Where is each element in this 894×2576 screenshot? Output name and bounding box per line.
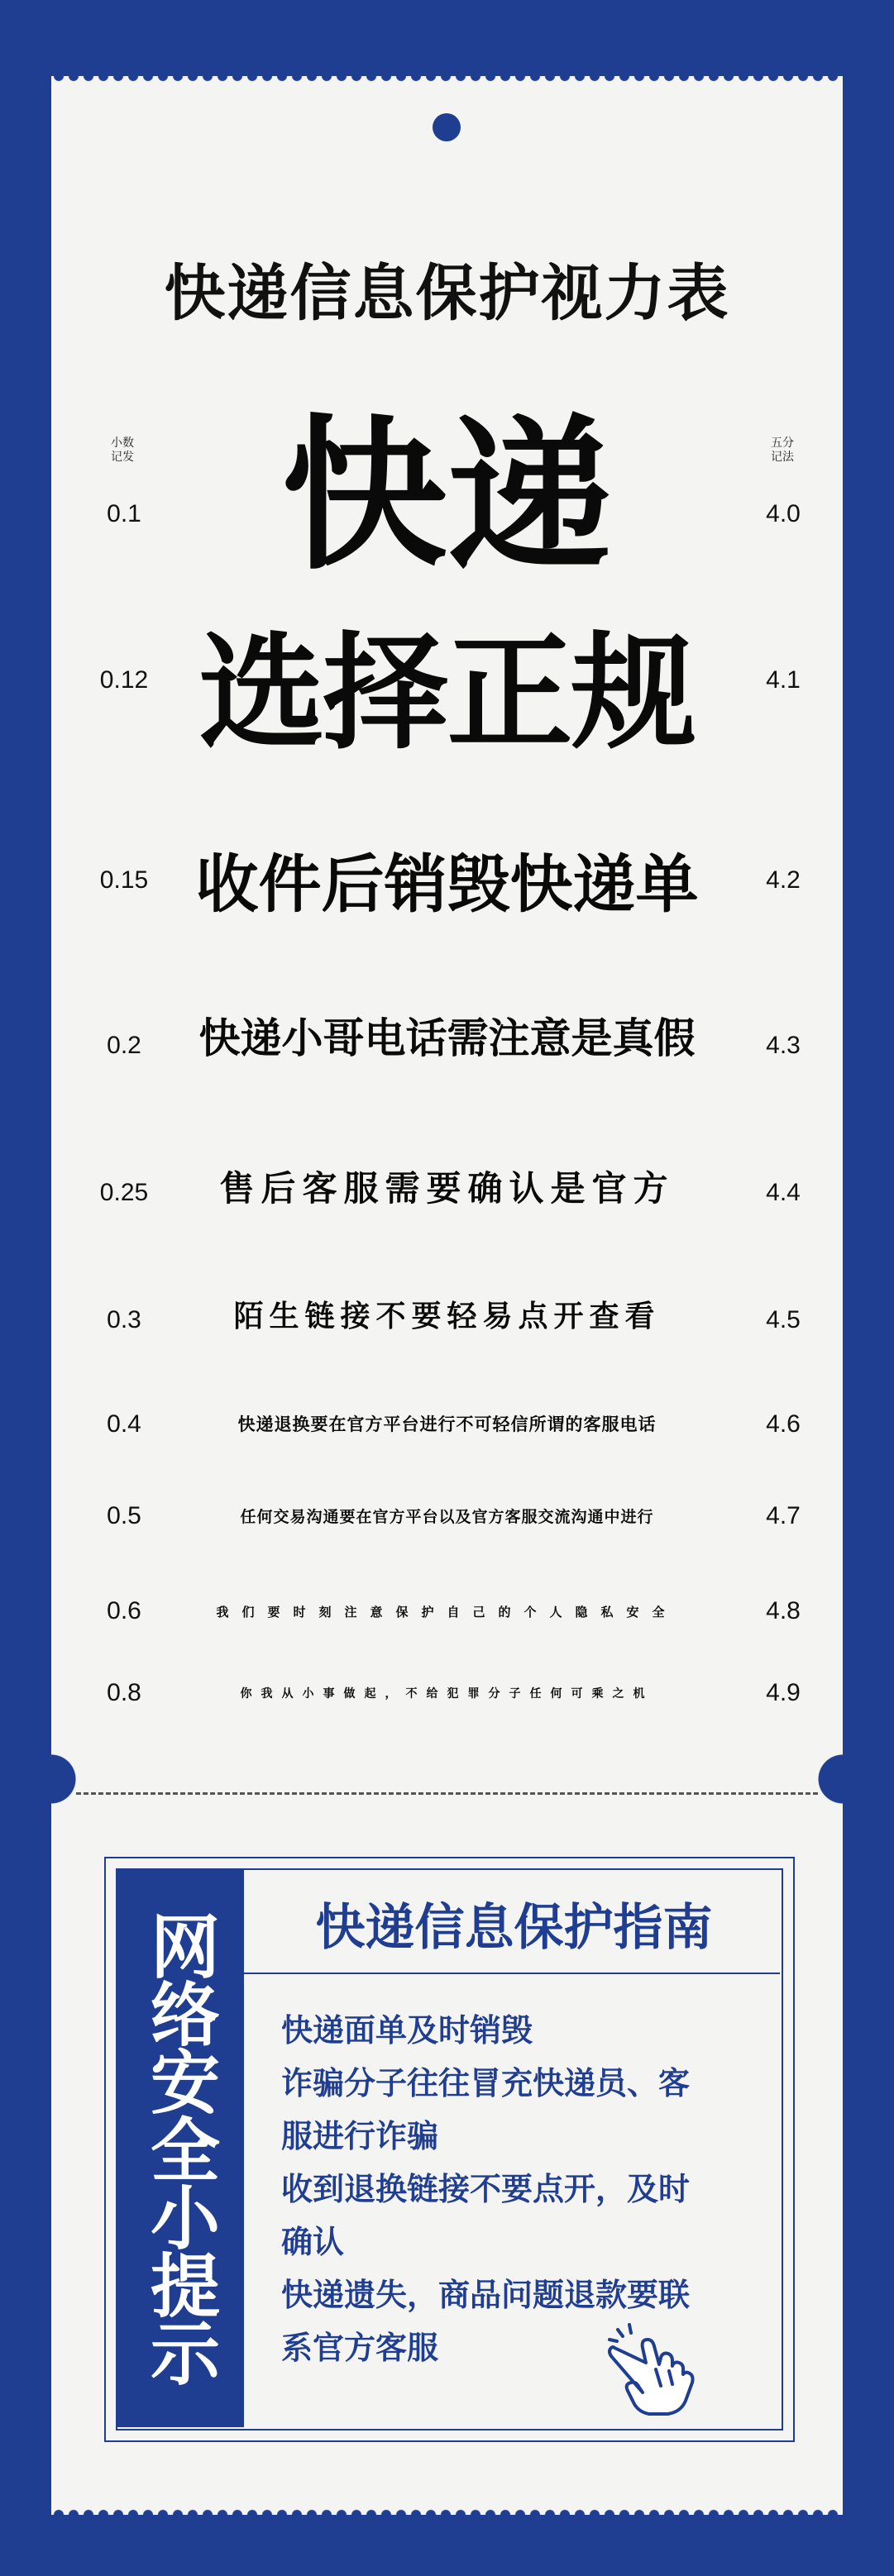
guide-line: 快递遗失，商品问题退款要联 xyxy=(281,2277,691,2313)
row-right-value: 4.8 xyxy=(766,1597,801,1624)
row-right-value: 4.6 xyxy=(766,1410,801,1438)
row-left-value: 0.8 xyxy=(107,1679,141,1706)
row-left-value: 0.1 xyxy=(107,500,141,527)
guide-title: 快递信息保护指南 xyxy=(315,1899,713,1957)
chart-line: 陌生链接不要轻易点开查看 xyxy=(233,1300,661,1333)
page-title: 快递信息保护视力表 xyxy=(164,258,730,329)
tear-line xyxy=(76,1792,818,1795)
scallop-edge-bottom xyxy=(51,2509,843,2521)
guide-line: 诈骗分子往往冒充快递员、客 xyxy=(281,2065,691,2101)
row-left-value: 0.2 xyxy=(107,1032,141,1059)
chart-line: 快递 xyxy=(281,400,613,593)
row-left-value: 0.4 xyxy=(107,1410,141,1438)
row-left-value: 0.25 xyxy=(99,1179,149,1206)
row-left-value: 0.12 xyxy=(99,666,149,694)
row-left-value: 0.6 xyxy=(107,1597,141,1624)
guide-line: 系官方客服 xyxy=(281,2330,439,2366)
left-scale-header: 小数记发 xyxy=(111,436,134,464)
row-right-value: 4.5 xyxy=(766,1306,801,1333)
row-right-value: 4.0 xyxy=(766,500,801,527)
right-scale-header: 五分记法 xyxy=(771,436,794,464)
guide-line: 收到退换链接不要点开，及时 xyxy=(281,2171,691,2207)
tip-banner xyxy=(116,1868,244,2427)
guide-line: 快递面单及时销毁 xyxy=(281,2012,533,2049)
chart-line: 快递小哥电话需注意是真假 xyxy=(198,1014,696,1062)
guide-line: 确认 xyxy=(281,2224,345,2260)
chart-line: 选择正规 xyxy=(198,620,696,766)
chart-line: 我们要时刻注意保护自己的个人隐私安全 xyxy=(216,1605,678,1620)
row-right-value: 4.2 xyxy=(766,866,801,894)
ticket-hole xyxy=(433,113,461,141)
row-right-value: 4.4 xyxy=(766,1179,801,1206)
row-right-value: 4.9 xyxy=(766,1679,801,1706)
row-right-value: 4.7 xyxy=(766,1502,801,1529)
chart-line: 快递退换要在官方平台进行不可轻信所谓的客服电话 xyxy=(237,1414,657,1434)
chart-line: 任何交易沟通要在官方平台以及官方客服交流沟通中进行 xyxy=(240,1508,654,1526)
row-left-value: 0.15 xyxy=(99,866,149,894)
chart-line: 售后客服需要确认是官方 xyxy=(219,1168,675,1209)
row-left-value: 0.5 xyxy=(107,1502,141,1529)
chart-line: 收件后销毁快递单 xyxy=(195,847,699,921)
guide-divider xyxy=(244,1973,780,1974)
pointing-hand-icon xyxy=(606,2315,705,2422)
chart-line: 你我从小事做起，不给犯罪分子任何可乘之机 xyxy=(240,1687,654,1701)
row-right-value: 4.3 xyxy=(766,1032,801,1059)
scallop-edge-top xyxy=(51,70,843,82)
row-right-value: 4.1 xyxy=(766,666,801,694)
row-left-value: 0.3 xyxy=(107,1306,141,1333)
guide-line: 服进行诈骗 xyxy=(281,2118,439,2154)
tip-banner-text: 网络安全小提示 xyxy=(139,1911,221,2385)
